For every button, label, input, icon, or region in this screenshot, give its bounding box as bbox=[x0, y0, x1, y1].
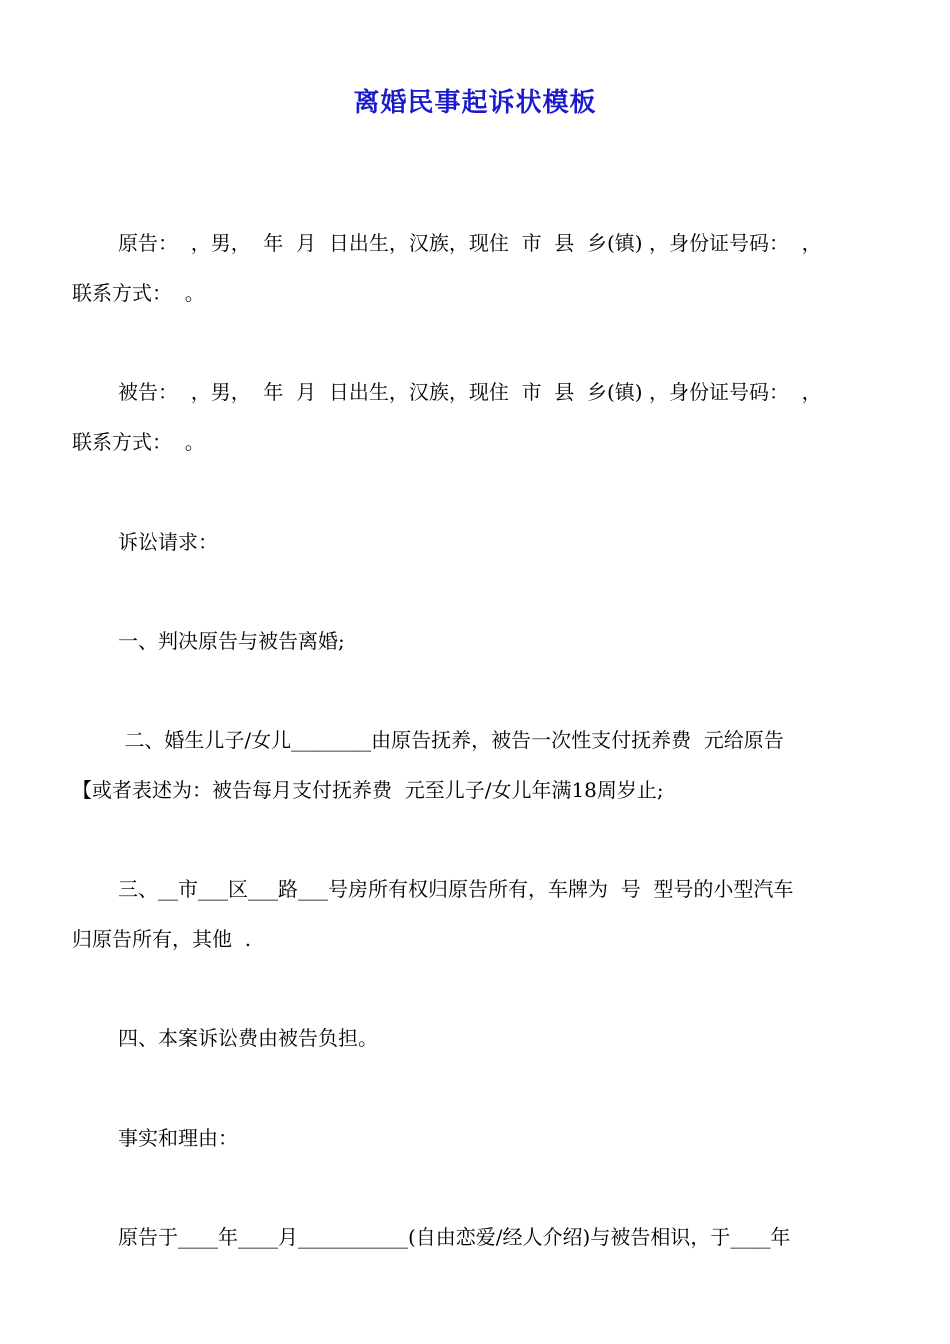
facts-heading bbox=[72, 1122, 890, 1172]
plaintiff-line-2: 联系方式： 。 bbox=[72, 281, 205, 305]
claim-1 bbox=[72, 625, 890, 675]
claim-3-line-1: 三、__市___区___路___号房所有权归原告所有，车牌为 号 型号的小型汽车 bbox=[118, 877, 794, 901]
facts-line-1: 原告于____年____月___________(自由恋爱/经人介绍)与被告相识，于____年 bbox=[118, 1225, 791, 1249]
claim-3-line-2: 归原告所有，其他 . bbox=[72, 927, 252, 951]
defendant-paragraph bbox=[72, 376, 890, 476]
claim-4 bbox=[72, 1022, 890, 1072]
defendant-line-1: 被告： ，男， 年 月 日出生，汉族，现住 市 县 乡(镇) ，身份证号码： ， bbox=[118, 380, 822, 404]
claim-2 bbox=[72, 724, 890, 824]
claim-2-line-1: 二、婚生儿子/女儿________由原告抚养，被告一次性支付抚养费 元给原告 bbox=[118, 728, 784, 752]
document-title: 离婚民事起诉状模板 bbox=[353, 88, 597, 118]
claims-heading-text: 诉讼请求： bbox=[118, 530, 218, 554]
claims-heading bbox=[72, 526, 890, 576]
defendant-line-2: 联系方式： 。 bbox=[72, 430, 205, 454]
claim-3 bbox=[72, 873, 890, 973]
plaintiff-line-1: 原告： ，男， 年 月 日出生，汉族，现住 市 县 乡(镇) ，身份证号码： ， bbox=[118, 231, 822, 255]
plaintiff-paragraph bbox=[72, 227, 890, 327]
claim-4-text: 四、本案诉讼费由被告负担。 bbox=[118, 1026, 378, 1050]
facts-paragraph bbox=[72, 1221, 890, 1271]
claim-2-line-2: 【或者表述为：被告每月支付抚养费 元至儿子/女儿年满18周岁止; bbox=[72, 778, 664, 802]
facts-heading-text: 事实和理由： bbox=[118, 1126, 238, 1150]
claim-1-text: 一、判决原告与被告离婚; bbox=[118, 629, 345, 653]
